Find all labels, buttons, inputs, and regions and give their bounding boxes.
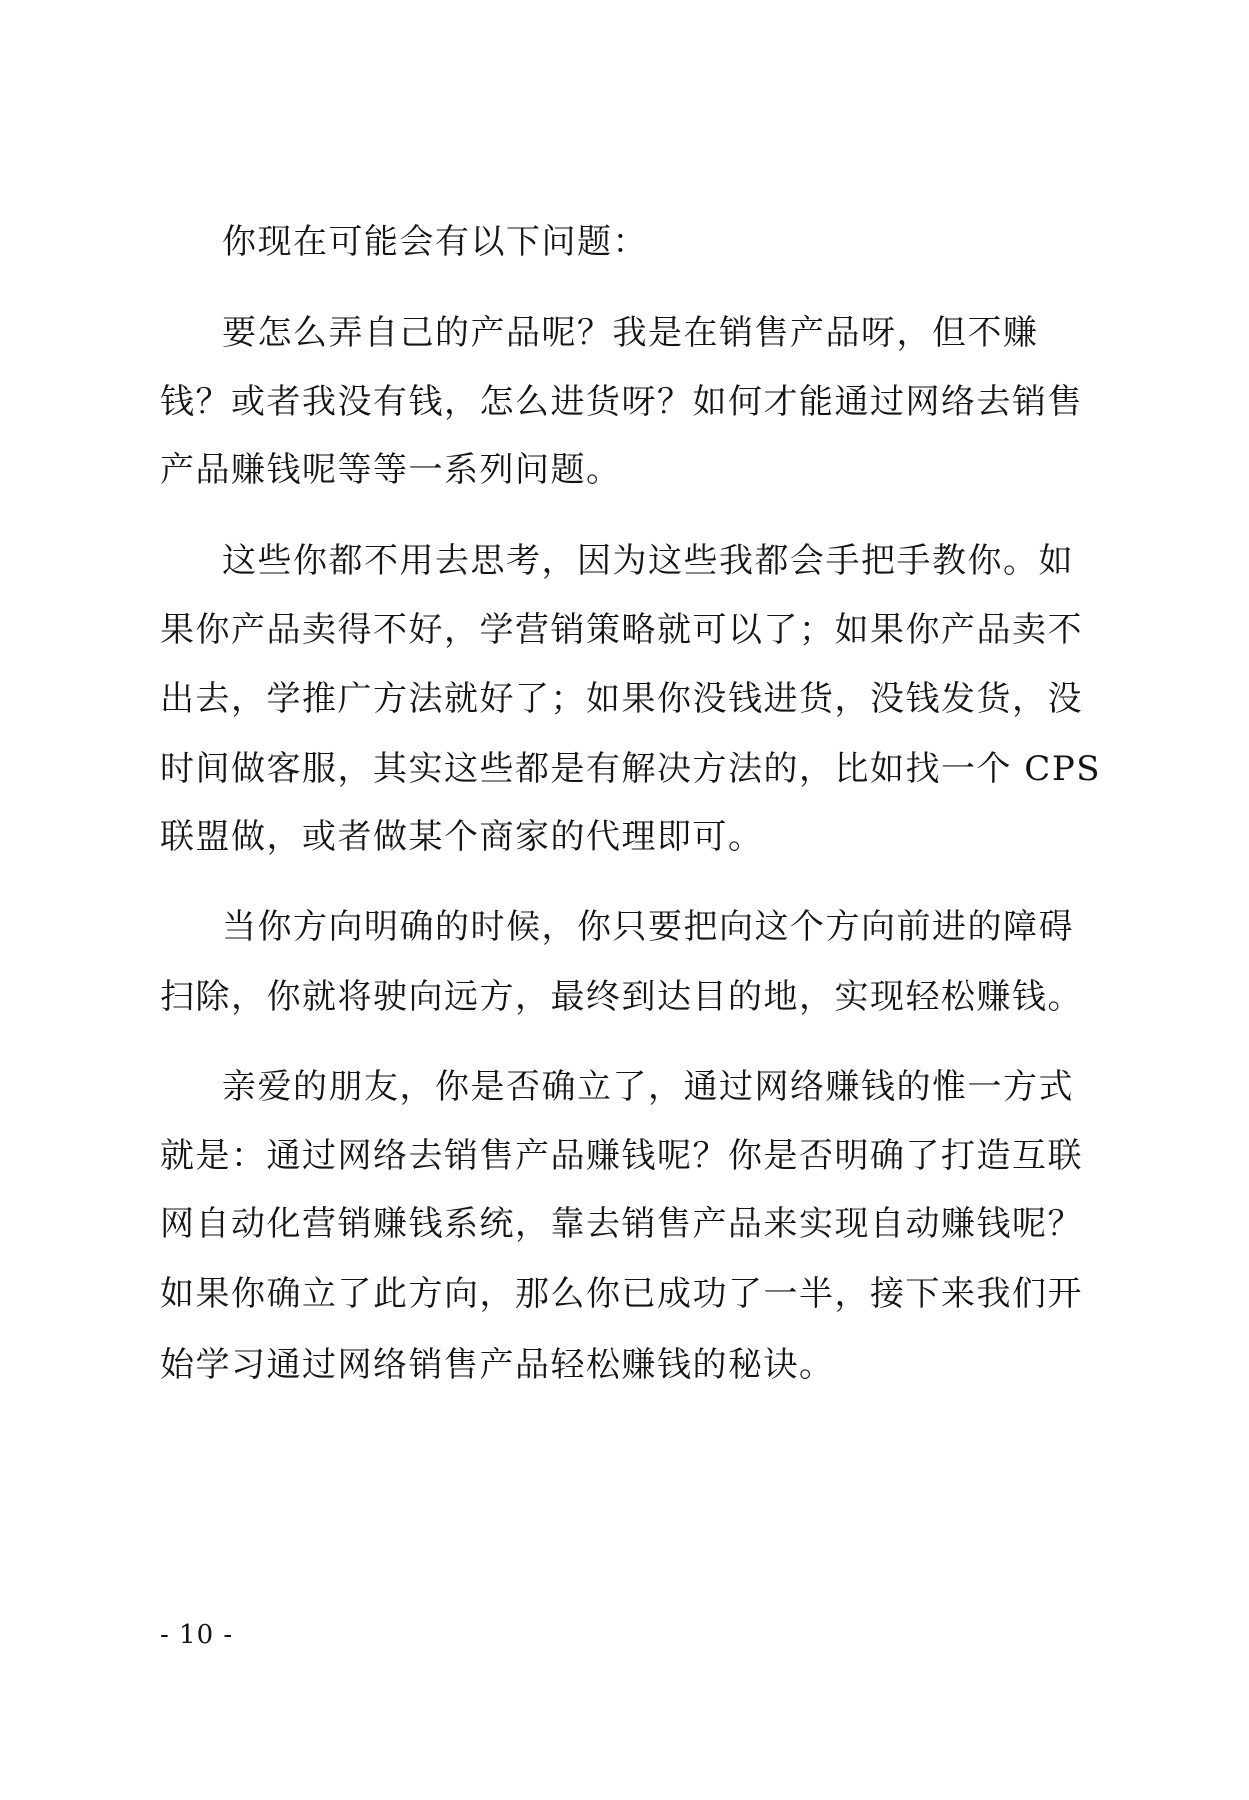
paragraph-3-line-2: 果你产品卖得不好，学营销策略就可以了；如果你产品卖不 <box>160 610 1083 650</box>
paragraph-5-line-4: 如果你确立了此方向，那么你已成功了一半，接下来我们开 <box>160 1274 1083 1314</box>
paragraph-2-line-2: 钱？或者我没有钱，怎么进货呀？如何才能通过网络去销售 <box>160 382 1083 422</box>
paragraph-3-line-1: 这些你都不用去思考，因为这些我都会手把手教你。如 <box>222 541 1074 581</box>
paragraph-5-line-5: 始学习通过网络销售产品轻松赚钱的秘诀。 <box>160 1345 835 1385</box>
paragraph-5-line-3: 网自动化营销赚钱系统，靠去销售产品来实现自动赚钱呢？ <box>160 1204 1083 1244</box>
paragraph-5-line-2: 就是：通过网络去销售产品赚钱呢？你是否明确了打造互联 <box>160 1136 1083 1176</box>
paragraph-4-line-2: 扫除，你就将驶向远方，最终到达目的地，实现轻松赚钱。 <box>160 977 1083 1017</box>
paragraph-2-line-1: 要怎么弄自己的产品呢？我是在销售产品呀，但不赚 <box>222 313 1039 353</box>
paragraph-3-line-3: 出去，学推广方法就好了；如果你没钱进货，没钱发货，没 <box>160 679 1083 719</box>
paragraph-5-line-1: 亲爱的朋友，你是否确立了，通过网络赚钱的惟一方式 <box>222 1067 1074 1107</box>
paragraph-2-line-3: 产品赚钱呢等等一系列问题。 <box>160 450 622 490</box>
page-number: - 10 - <box>160 1620 234 1650</box>
paragraph-3-line-5: 联盟做，或者做某个商家的代理即可。 <box>160 817 764 857</box>
paragraph-3-line-4: 时间做客服，其实这些都是有解决方法的，比如找一个 CPS <box>160 749 1101 789</box>
paragraph-4-line-1: 当你方向明确的时候，你只要把向这个方向前进的障碍 <box>222 907 1074 947</box>
paragraph-1-line-1: 你现在可能会有以下问题： <box>222 222 648 262</box>
